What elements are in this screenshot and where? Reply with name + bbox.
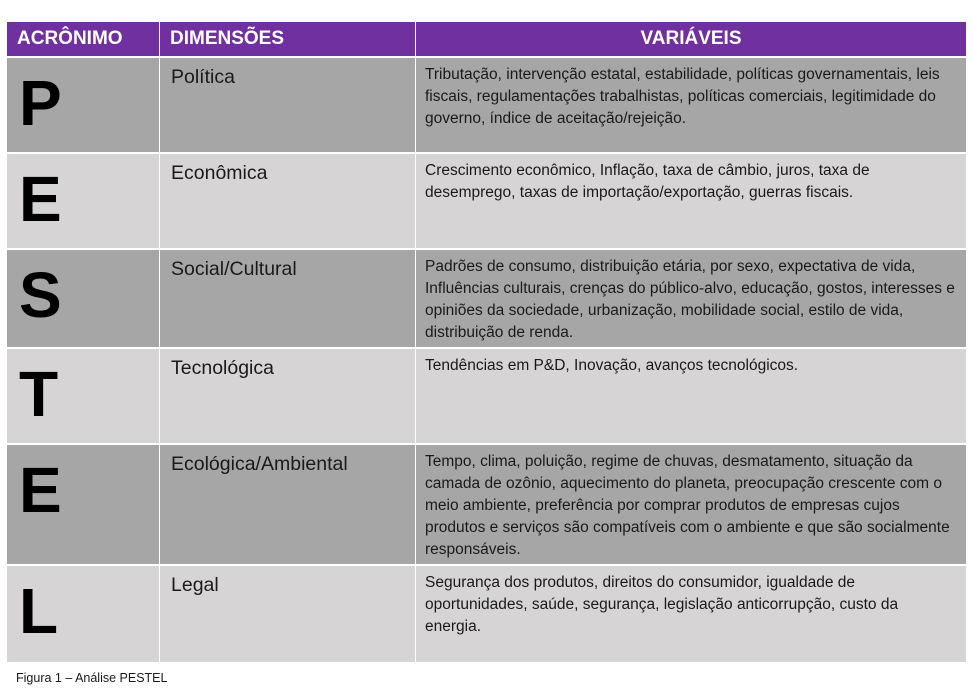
variables-text: Tributação, intervenção estatal, estabilidade, políticas governamentais, leis fiscais, regulamentações trabalhistas, políticas comerciais, legitimidade do governo, índice de aceitação/rejeição. (416, 58, 966, 154)
variables-text: Tendências em P&D, Inovação, avanços tecnológicos. (416, 349, 966, 445)
dimension-label: Social/Cultural (160, 250, 416, 349)
acronym-letter: T (7, 349, 160, 445)
acronym-letter: E (7, 445, 160, 566)
figure-caption: Figura 1 – Análise PESTEL (16, 671, 168, 685)
header-variaveis: VARIÁVEIS (416, 22, 966, 58)
table-row-legal (7, 566, 966, 662)
header-acronimo: ACRÔNIMO (7, 22, 160, 58)
dimension-label: Tecnológica (160, 349, 416, 445)
table-row-tecnologica (7, 349, 966, 445)
variables-text: Padrões de consumo, distribuição etária, por sexo, expectativa de vida, Influências culturais, crenças do público-alvo, educação, gostos, interesses e opiniões da sociedade, urbanização, mobilidade social, estilo de vida, distribuição de renda. (416, 250, 966, 349)
table-row-social-cultural (7, 250, 966, 349)
dimension-label: Ecológica/Ambiental (160, 445, 416, 566)
table-row-ecologica-ambiental (7, 445, 966, 566)
variables-text: Tempo, clima, poluição, regime de chuvas, desmatamento, situação da camada de ozônio, aquecimento do planeta, preocupação crescente com o meio ambiente, preferência por comprar produtos de empresas cujos produtos e serviços são compatíveis com o ambiente e que são socialmente responsáveis. (416, 445, 966, 566)
header-dimensoes: DIMENSÕES (160, 22, 416, 58)
table-row-politica (7, 58, 966, 154)
dimension-label: Política (160, 58, 416, 154)
dimension-label: Econômica (160, 154, 416, 250)
acronym-letter: P (7, 58, 160, 154)
header-row (7, 22, 966, 58)
pestel-table (7, 22, 966, 662)
dimension-label: Legal (160, 566, 416, 662)
acronym-letter: E (7, 154, 160, 250)
variables-text: Crescimento econômico, Inflação, taxa de câmbio, juros, taxa de desemprego, taxas de importação/exportação, guerras fiscais. (416, 154, 966, 250)
table-row-economica (7, 154, 966, 250)
acronym-letter: L (7, 566, 160, 662)
acronym-letter: S (7, 250, 160, 349)
variables-text: Segurança dos produtos, direitos do consumidor, igualdade de oportunidades, saúde, segurança, legislação anticorrupção, custo da energia. (416, 566, 966, 662)
